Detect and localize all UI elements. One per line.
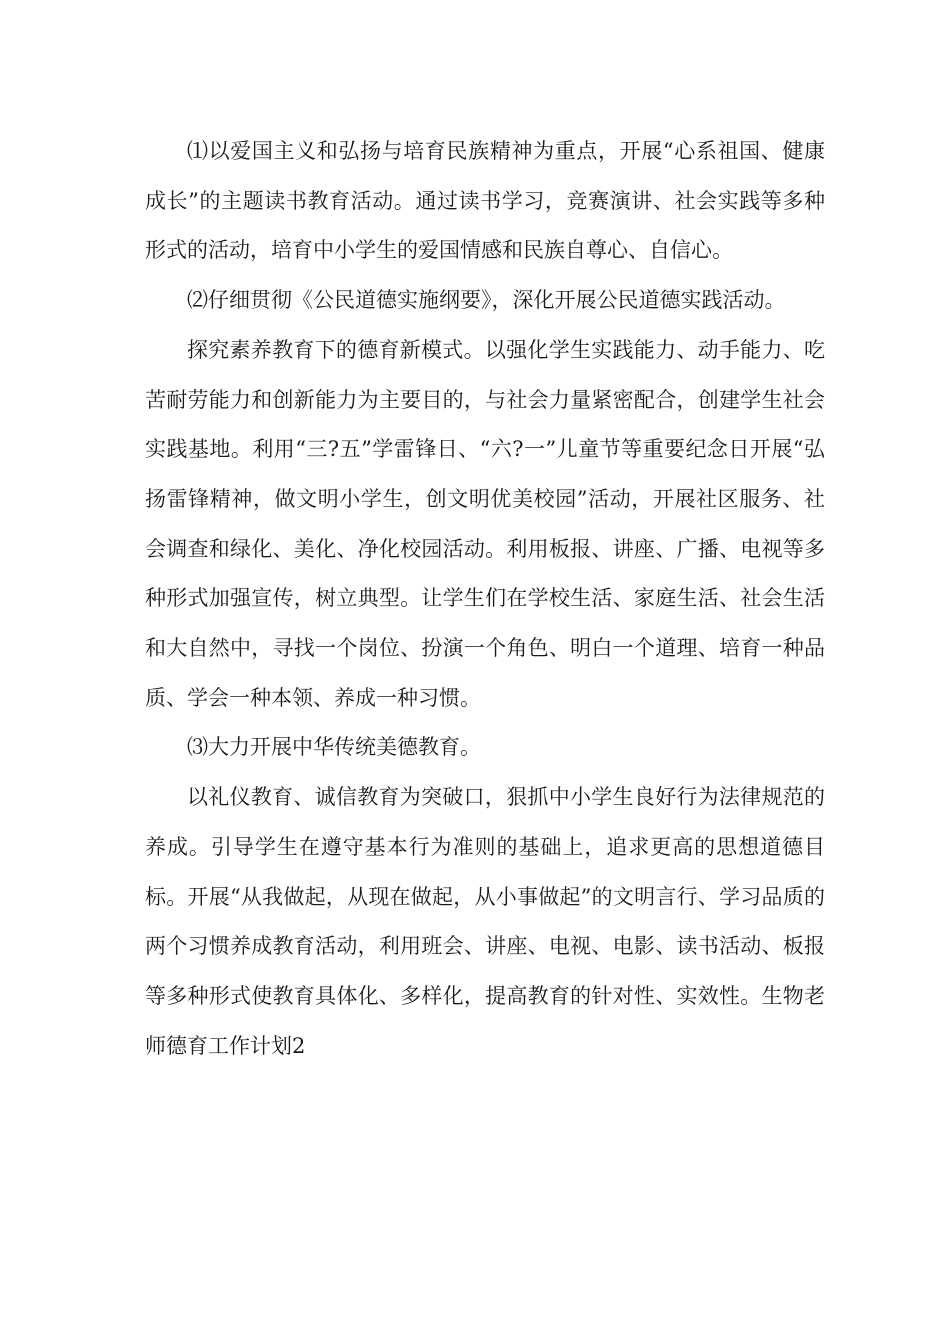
paragraph-3: 探究素养教育下的德育新模式。以强化学生实践能力、动手能力、吃苦耐劳能力和创新能力为主要目的，与社会力量紧密配合，创建学生社会实践基地。利用“三?五”学雷锋日、“六?一”儿童节等重要纪念日开展“弘扬雷锋精神，做文明小学生，创文明优美校园”活动，开展社区服务、社会调查和绿化、美化、净化校园活动。利用板报、讲座、广播、电视等多种形式加强宣传，树立典型。让学生们在学校生活、家庭生活、社会生活和大自然中，寻找一个岗位、扮演一个角色、明白一个道理、培育一种品质、学会一种本领、养成一种习惯。: [145, 337, 825, 710]
paragraph-2: ⑵仔细贯彻《公民道德实施纲要》，深化开展公民道德实践活动。: [187, 288, 786, 313]
document-body: [145, 127, 825, 1071]
paragraph-4: ⑶大力开展中华传统美德教育。: [187, 735, 481, 760]
paragraph-5: 以礼仪教育、诚信教育为突破口，狠抓中小学生良好行为法律规范的养成。引导学生在遵守基本行为准则的基础上，追求更高的思想道德目标。开展“从我做起，从现在做起，从小事做起”的文明言行、学习品质的两个习惯养成教育活动，利用班会、讲座、电视、电影、读书活动、板报等多种形式使教育具体化、多样化，提高教育的针对性、实效性。生物老师德育工作计划2: [145, 785, 825, 1058]
paragraph-1: ⑴以爱国主义和弘扬与培育民族精神为重点，开展“心系祖国、健康成长”的主题读书教育活动。通过读书学习，竞赛演讲、社会实践等多种形式的活动，培育中小学生的爱国情感和民族自尊心、自信心。: [145, 139, 825, 263]
